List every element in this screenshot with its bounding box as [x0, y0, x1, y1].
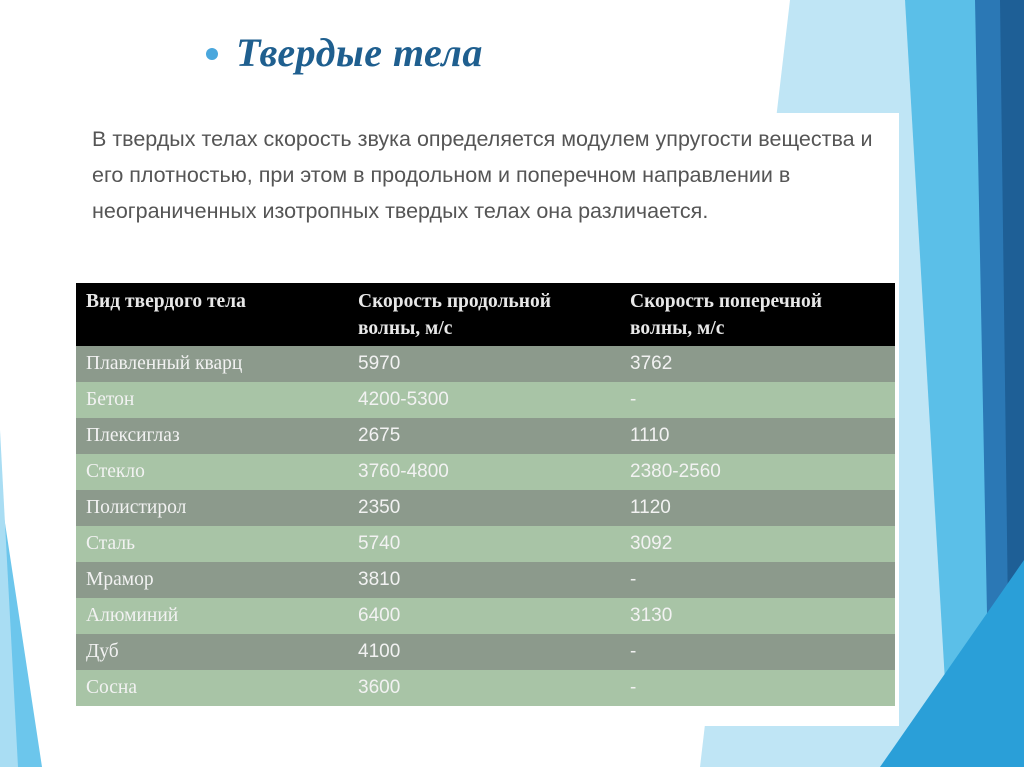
- cell-transverse: -: [630, 677, 637, 698]
- table-header-row: [76, 283, 895, 346]
- table-row: [76, 454, 895, 490]
- cell-longitudinal: 5740: [358, 533, 401, 554]
- cell-transverse: 3130: [630, 605, 673, 626]
- cell-longitudinal: 2675: [358, 425, 401, 446]
- cell-transverse: -: [630, 569, 637, 590]
- sound-speed-table: [76, 283, 895, 706]
- cell-longitudinal: 2350: [358, 497, 401, 518]
- cell-transverse: 3762: [630, 353, 673, 374]
- cell-transverse: 3092: [630, 533, 673, 554]
- cell-longitudinal: 4100: [358, 641, 401, 662]
- cell-longitudinal: 3810: [358, 569, 401, 590]
- cell-transverse: -: [630, 389, 637, 410]
- header-solid-type: Вид твердого тела: [86, 291, 246, 312]
- bullet-icon: [206, 48, 218, 60]
- cell-material: Стекло: [86, 461, 145, 482]
- table-row: [76, 526, 895, 562]
- table-row: [76, 670, 895, 706]
- cell-transverse: 2380-2560: [630, 461, 721, 482]
- cell-material: Плавленный кварц: [86, 353, 243, 374]
- cell-longitudinal: 4200-5300: [358, 389, 449, 410]
- intro-paragraph: В твердых телах скорость звука определяется модулем упругости вещества и его плотностью, при этом в продольном и поперечном направлении в неограниченных изотропных твердых телах она различается.: [92, 127, 873, 223]
- table-row: [76, 346, 895, 382]
- cell-transverse: 1110: [630, 425, 670, 446]
- cell-longitudinal: 3760-4800: [358, 461, 449, 482]
- cell-material: Мрамор: [86, 569, 154, 590]
- cell-material: Алюминий: [86, 605, 179, 626]
- table-row: [76, 490, 895, 526]
- cell-longitudinal: 6400: [358, 605, 401, 626]
- slide-title: Твердые тела: [236, 29, 483, 75]
- slide-title-row: [206, 22, 483, 82]
- table-row: [76, 598, 895, 634]
- table-row: [76, 562, 895, 598]
- cell-transverse: -: [630, 641, 637, 662]
- cell-material: Дуб: [86, 641, 119, 662]
- cell-material: Сталь: [86, 533, 135, 554]
- cell-material: Полистирол: [86, 497, 187, 518]
- header-transverse-speed: Скорость поперечной волны, м/с: [630, 291, 822, 339]
- content-panel: [76, 113, 899, 726]
- cell-material: Бетон: [86, 389, 135, 410]
- cell-material: Сосна: [86, 677, 137, 698]
- table-row: [76, 418, 895, 454]
- table-row: [76, 382, 895, 418]
- table-row: [76, 634, 895, 670]
- cell-material: Плексиглаз: [86, 425, 180, 446]
- cell-transverse: 1120: [630, 497, 671, 518]
- cell-longitudinal: 3600: [358, 677, 401, 698]
- header-longitudinal-speed: Скорость продольной волны, м/с: [358, 291, 551, 339]
- cell-longitudinal: 5970: [358, 353, 401, 374]
